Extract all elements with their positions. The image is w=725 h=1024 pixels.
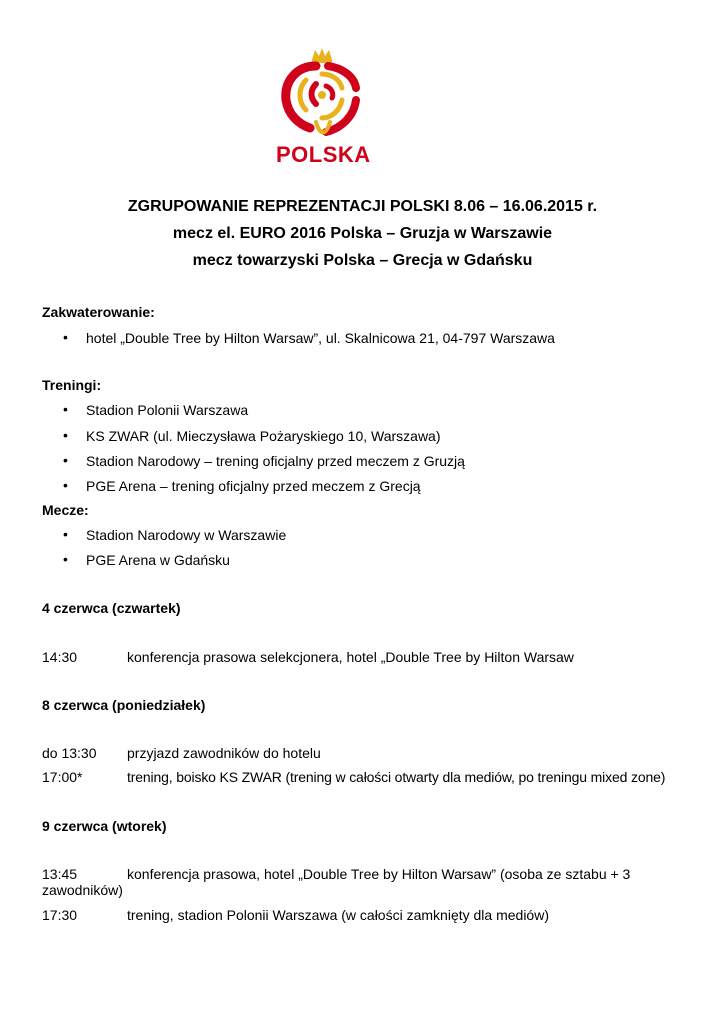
training-item: Stadion Narodowy – trening oficjalny przed meczem z Gruzją <box>86 453 465 469</box>
bullet-icon: • <box>63 427 68 443</box>
bullet-icon: • <box>63 526 68 542</box>
eagle-emblem-icon <box>276 48 368 143</box>
bullet-icon: • <box>63 477 68 493</box>
pzpn-logo <box>276 48 371 168</box>
event-time: 17:00* <box>42 769 83 785</box>
bullet-icon: • <box>63 551 68 567</box>
event-description: przyjazd zawodników do hotelu <box>127 745 321 761</box>
event-time: 17:30 <box>42 907 78 923</box>
event-time: do 13:30 <box>42 745 97 761</box>
bullet-icon: • <box>63 401 68 417</box>
event-description: trening, stadion Polonii Warszawa (w całości zamknięty dla mediów) <box>127 907 549 923</box>
bullet-icon: • <box>63 329 68 345</box>
training-item: Stadion Polonii Warszawa <box>86 402 249 418</box>
day-heading: 9 czerwca (wtorek) <box>42 818 167 834</box>
match-item: Stadion Narodowy w Warszawie <box>86 527 287 543</box>
day-heading: 8 czerwca (poniedziałek) <box>42 697 206 713</box>
training-item: PGE Arena – trening oficjalny przed meczem z Grecją <box>86 478 421 494</box>
title-line-1: ZGRUPOWANIE REPREZENTACJI POLSKI 8.06 – 16.06.2015 r. <box>127 198 598 215</box>
training-item: KS ZWAR (ul. Mieczysława Pożaryskiego 10, Warszawa) <box>86 428 441 444</box>
day-heading: 4 czerwca (czwartek) <box>42 600 181 616</box>
title-line-3: mecz towarzyski Polska – Grecja w Gdańsku <box>192 252 533 269</box>
event-time: 14:30 <box>42 649 78 665</box>
title-line-2: mecz el. EURO 2016 Polska – Gruzja w Warszawie <box>172 225 553 242</box>
event-description: konferencja prasowa, hotel „Double Tree by Hilton Warsaw” (osoba ze sztabu + 3 <box>127 866 631 882</box>
trainings-label: Treningi: <box>42 377 102 393</box>
bullet-icon: • <box>63 452 68 468</box>
match-item: PGE Arena w Gdańsku <box>86 552 230 568</box>
accommodation-label: Zakwaterowanie: <box>42 304 155 320</box>
matches-label: Mecze: <box>42 502 89 518</box>
event-description: konferencja prasowa selekcjonera, hotel „Double Tree by Hilton Warsaw <box>127 649 574 665</box>
logo-text: POLSKA <box>276 142 371 167</box>
accommodation-item: hotel „Double Tree by Hilton Warsaw”, ul. Skalnicowa 21, 04-797 Warszawa <box>86 330 555 346</box>
event-description-continued: zawodników) <box>42 882 123 898</box>
event-description: trening, boisko KS ZWAR (trening w całości otwarty dla mediów, po treningu mixed zone) <box>127 769 666 785</box>
event-time: 13:45 <box>42 866 78 882</box>
